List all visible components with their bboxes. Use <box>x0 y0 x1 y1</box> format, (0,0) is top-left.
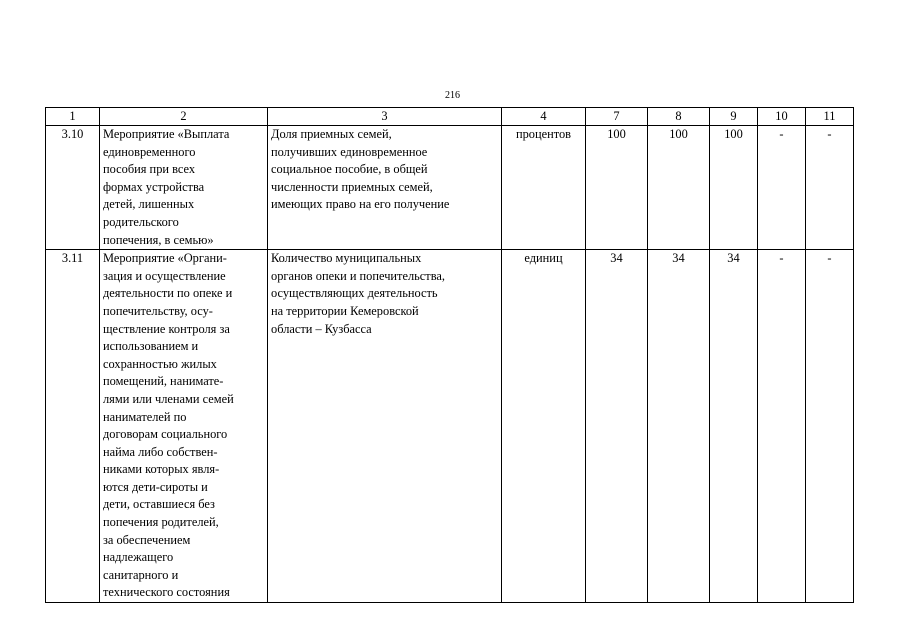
event-cell <box>100 126 268 250</box>
event-line: единовременного <box>103 144 196 159</box>
indicator-line: на территории Кемеровской <box>271 303 419 318</box>
unit-cell: единиц <box>502 250 586 603</box>
event-line: зация и осуществление <box>103 268 226 283</box>
event-line: родительского <box>103 214 179 229</box>
event-line: никами которых явля- <box>103 462 220 477</box>
event-line: надлежащего <box>103 550 174 565</box>
value-col7: 34 <box>586 250 648 603</box>
event-line: Мероприятие «Органи- <box>103 251 227 266</box>
event-line: технического состояния <box>103 585 230 600</box>
event-line: помещений, нанимате- <box>103 374 224 389</box>
event-line: нанимателей по <box>103 409 187 424</box>
value-col8: 100 <box>648 126 710 250</box>
event-line: договорам социального <box>103 427 228 442</box>
indicator-cell <box>268 250 502 603</box>
event-line: найма либо собствен- <box>103 444 218 459</box>
event-line: деятельности по опеке и <box>103 286 233 301</box>
page-number: 216 <box>445 90 460 101</box>
table-row <box>46 126 854 250</box>
event-line: лями или членами семей <box>103 391 234 406</box>
indicator-line: получивших единовременное <box>271 144 428 159</box>
header-cell-3: 3 <box>268 108 502 126</box>
header-cell-7: 7 <box>586 108 648 126</box>
event-line: дети, оставшиеся без <box>103 497 215 512</box>
event-line: попечения родителей, <box>103 515 219 530</box>
unit-cell: процентов <box>502 126 586 250</box>
table-row <box>46 250 854 603</box>
indicators-table <box>45 107 854 603</box>
value-col10: - <box>758 250 806 603</box>
value-col8: 34 <box>648 250 710 603</box>
event-line: детей, лишенных <box>103 197 195 212</box>
header-cell-4: 4 <box>502 108 586 126</box>
header-cell-8: 8 <box>648 108 710 126</box>
event-line: Мероприятие «Выплата <box>103 127 230 141</box>
header-cell-10: 10 <box>758 108 806 126</box>
indicator-line: социальное пособие, в общей <box>271 162 428 177</box>
event-cell <box>100 250 268 603</box>
event-line: попечения, в семью» <box>103 232 214 247</box>
value-col7: 100 <box>586 126 648 250</box>
value-col11: - <box>806 250 854 603</box>
indicator-line: осуществляющих деятельность <box>271 286 438 301</box>
indicator-line: численности приемных семей, <box>271 179 433 194</box>
row-number: 3.10 <box>46 126 100 250</box>
header-cell-9: 9 <box>710 108 758 126</box>
indicator-line: органов опеки и попечительства, <box>271 268 446 283</box>
event-line: пособия при всех <box>103 162 196 177</box>
event-line: сохранностью жилых <box>103 356 217 371</box>
value-col9: 100 <box>710 126 758 250</box>
table-header-row <box>46 108 854 126</box>
indicator-line: Количество муниципальных <box>271 251 422 266</box>
header-cell-1: 1 <box>46 108 100 126</box>
event-line: ются дети-сироты и <box>103 479 208 494</box>
header-cell-11: 11 <box>806 108 854 126</box>
event-line: ществление контроля за <box>103 321 230 336</box>
event-line: санитарного и <box>103 567 179 582</box>
header-cell-2: 2 <box>100 108 268 126</box>
indicator-line: Доля приемных семей, <box>271 127 392 141</box>
value-col10: - <box>758 126 806 250</box>
event-line: формах устройства <box>103 179 205 194</box>
value-col11: - <box>806 126 854 250</box>
row-number: 3.11 <box>46 250 100 603</box>
indicator-cell <box>268 126 502 250</box>
event-line: использованием и <box>103 339 199 354</box>
value-col9: 34 <box>710 250 758 603</box>
event-line: за обеспечением <box>103 532 191 547</box>
indicator-line: имеющих право на его получение <box>271 197 450 212</box>
indicator-line: области – Кузбасса <box>271 321 372 336</box>
event-line: попечительству, осу- <box>103 303 213 318</box>
